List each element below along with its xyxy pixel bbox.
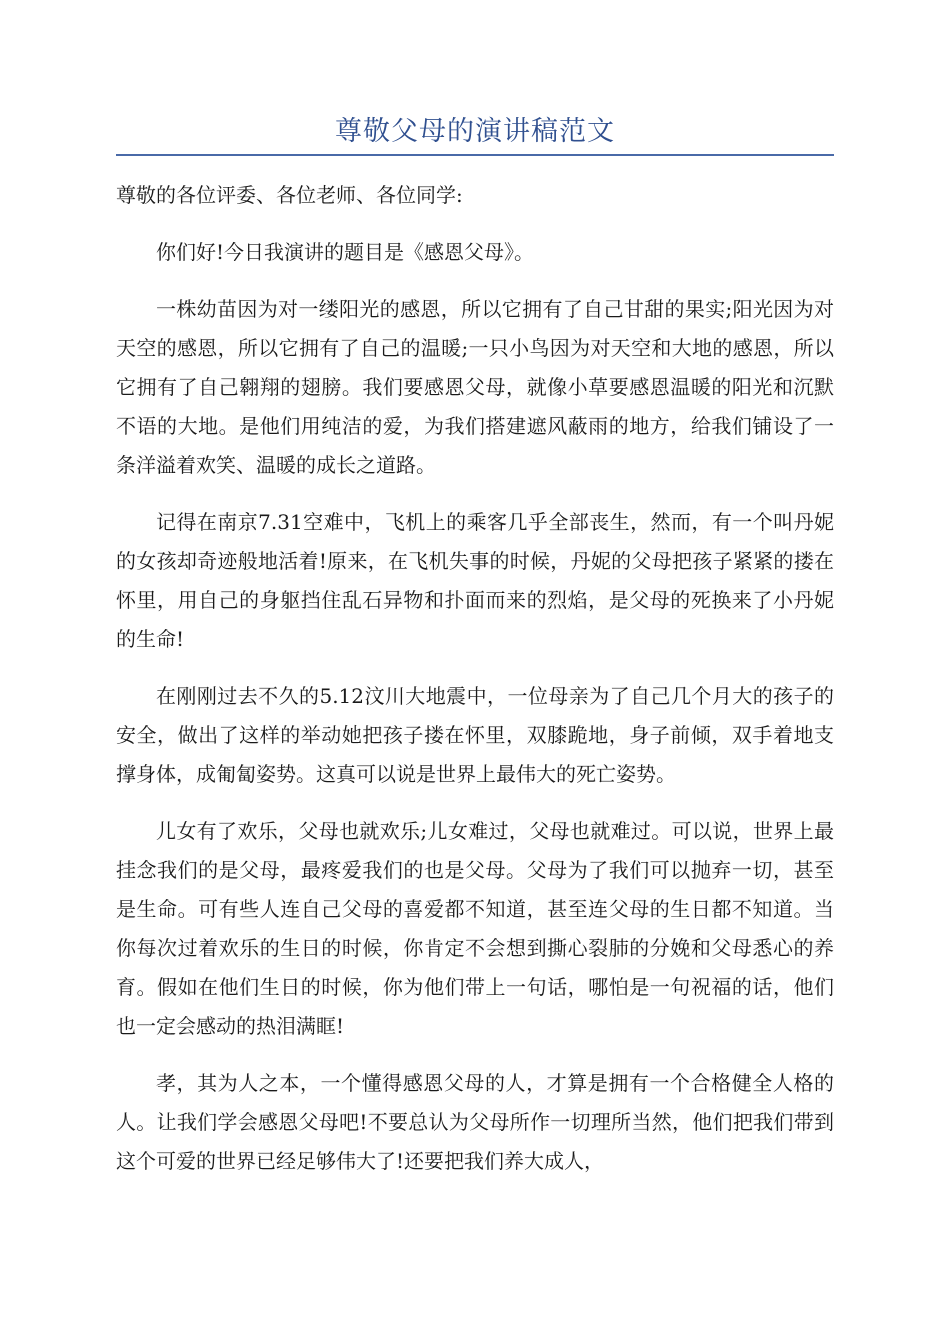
paragraph-joy-and-sorrow: 儿女有了欢乐，父母也就欢乐;儿女难过，父母也就难过。可以说，世界上最挂念我们的是父母，最疼爱我们的也是父母。父母为了我们可以抛弃一切，甚至是生命。可有些人连自己父母的喜爱都不知道，甚至连父母的生日都不知道。当你每次过着欢乐的生日的时候，你肯定不会想到撕心裂肺的分娩和父母悉心的养育。假如在他们生日的时候，你为他们带上一句话，哪怕是一句祝福的话，他们也一定会感动的热泪满眶! <box>116 819 834 1038</box>
paragraph-filial-piety: 孝，其为人之本，一个懂得感恩父母的人，才算是拥有一个合格健全人格的人。让我们学会感恩父母吧!不要总认为父母所作一切理所当然，他们把我们带到这个可爱的世界已经足够伟大了!还要把我们养大成人， <box>116 1071 834 1173</box>
title-underline <box>116 154 834 156</box>
paragraph-greeting: 你们好!今日我演讲的题目是《感恩父母》。 <box>156 240 535 264</box>
paragraph-seedling: 一株幼苗因为对一缕阳光的感恩，所以它拥有了自己甘甜的果实;阳光因为对天空的感恩，所以它拥有了自己的温暖;一只小鸟因为对天空和大地的感恩，所以它拥有了自己翱翔的翅膀。我们要感恩父母，就像小草要感恩温暖的阳光和沉默不语的大地。是他们用纯洁的爱，为我们搭建遮风蔽雨的地方，给我们铺设了一条洋溢着欢笑、温暖的成长之道路。 <box>116 297 834 477</box>
document-body <box>116 176 834 1199</box>
paragraph-earthquake: 在刚刚过去不久的5.12汶川大地震中，一位母亲为了自己几个月大的孩子的安全，做出了这样的举动她把孩子搂在怀里，双膝跪地，身子前倾，双手着地支撑身体，成匍匐姿势。这真可以说是世界上最伟大的死亡姿势。 <box>116 684 834 786</box>
paragraph-air-crash: 记得在南京7.31空难中，飞机上的乘客几乎全部丧生，然而，有一个叫丹妮的女孩却奇迹般地活着!原来，在飞机失事的时候，丹妮的父母把孩子紧紧的搂在怀里，用自己的身躯挡住乱石异物和扑面而来的烈焰，是父母的死换来了小丹妮的生命! <box>116 510 834 651</box>
salutation: 尊敬的各位评委、各位老师、各位同学: <box>116 183 463 207</box>
document-title: 尊敬父母的演讲稿范文 <box>335 116 615 147</box>
